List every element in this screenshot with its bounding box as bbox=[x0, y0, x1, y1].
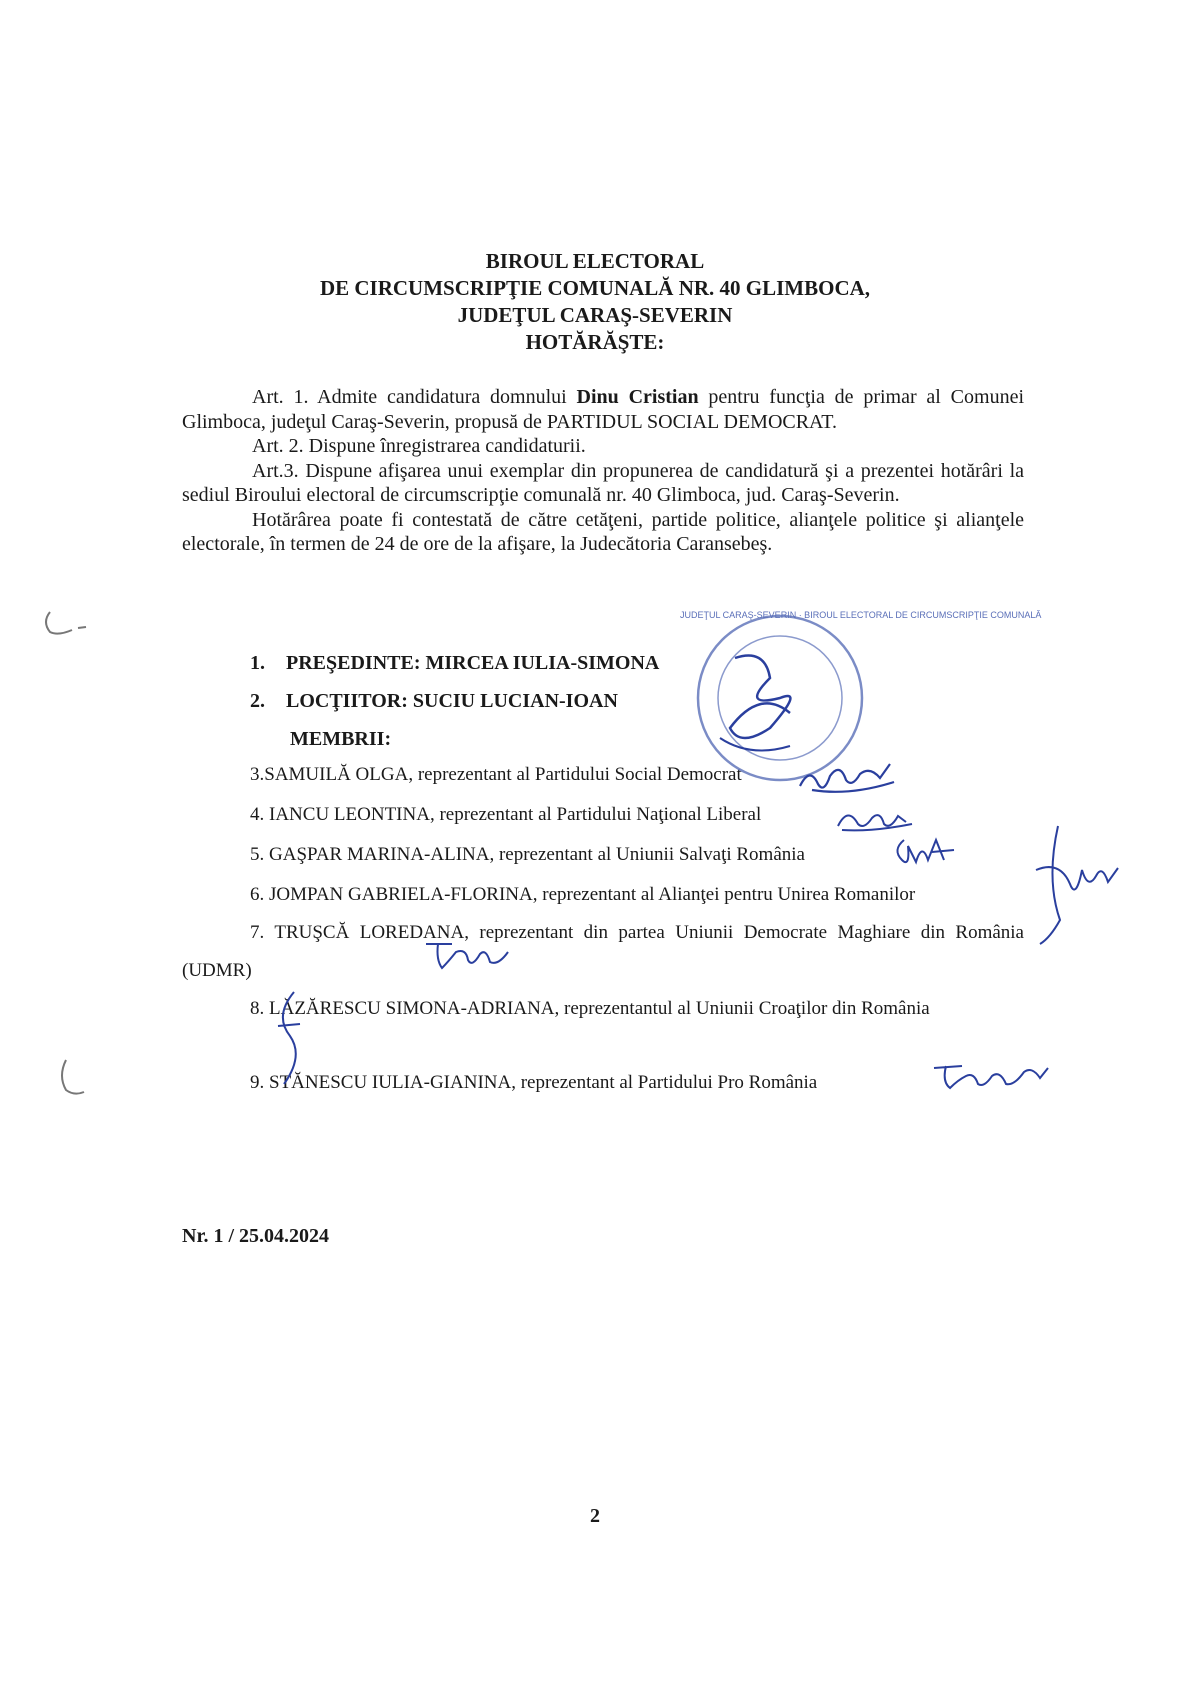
page-number: 2 bbox=[590, 1505, 600, 1527]
article-1: Art. 1. Admite candidatura domnului Dinu Cristian pentru funcţia de primar al Comunei Glimboca, judeţul Caraş-Severin, propusă de PARTIDUL SOCIAL DEMOCRAT. bbox=[182, 386, 1025, 433]
punch-mark-icon bbox=[38, 608, 88, 638]
official-stamp-icon bbox=[680, 610, 1042, 778]
president-line: 1. PREŞEDINTE: MIRCEA IULIA-SIMONA bbox=[250, 652, 660, 674]
decision-body bbox=[182, 385, 1024, 557]
signature-icon bbox=[270, 986, 310, 1090]
document-header bbox=[0, 248, 1190, 356]
contest-clause: Hotărârea poate fi contestată de către cetăţeni, partide politice, alianţele politice şi alianţele electorale, în termen de 24 de ore de la afişare, la Judecătoria Caransebeş. bbox=[182, 508, 1024, 555]
header-line-3: JUDEŢUL CARAŞ-SEVERIN bbox=[457, 303, 733, 327]
members-label: MEMBRII: bbox=[290, 728, 392, 750]
article-3: Art.3. Dispune afişarea unui exemplar din propunerea de candidatură şi a prezentei hotărâri la sediul Biroului electoral de circumscripţie comunală nr. 40 Glimboca, jud. Caraş-Severin. bbox=[182, 459, 1024, 506]
document-number: Nr. 1 / 25.04.2024 bbox=[182, 1225, 330, 1247]
header-line-2: DE CIRCUMSCRIPŢIE COMUNALĂ NR. 40 GLIMBOCA, bbox=[319, 276, 871, 300]
member-5: 5. GAŞPAR MARINA-ALINA, reprezentant al Uniunii Salvaţi România bbox=[250, 844, 805, 865]
member-7: 7. TRUŞCĂ LOREDANA, reprezentant din partea Uniunii Democrate Maghiare din România (UDMR) bbox=[182, 922, 1024, 981]
member-3: 3.SAMUILĂ OLGA, reprezentant al Partidului Social Democrat bbox=[250, 764, 742, 785]
deputy-name: LOCŢIITOR: SUCIU LUCIAN-IOAN bbox=[286, 690, 618, 712]
president-name: PREŞEDINTE: MIRCEA IULIA-SIMONA bbox=[286, 652, 660, 674]
punch-mark-icon bbox=[56, 1058, 96, 1098]
signature-icon bbox=[1030, 820, 1140, 950]
signature-icon bbox=[790, 756, 910, 800]
article-2: Art. 2. Dispune înregistrarea candidaturii. bbox=[252, 435, 586, 457]
signature-icon bbox=[422, 938, 522, 974]
header-line-4: HOTĂRĂŞTE: bbox=[525, 330, 665, 354]
member-4: 4. IANCU LEONTINA, reprezentant al Partidului Naţional Liberal bbox=[250, 804, 762, 825]
svg-text:JUDEŢUL CARAŞ-SEVERIN · BIROUL: JUDEŢUL CARAŞ-SEVERIN · BIROUL ELECTORAL DE CIRCUMSCRIPŢIE COMUNALĂ bbox=[680, 610, 1042, 620]
member-9: 9. STĂNESCU IULIA-GIANINA, reprezentant al Partidului Pro România bbox=[250, 1072, 818, 1093]
signature-icon bbox=[928, 1058, 1058, 1094]
signature-icon bbox=[832, 800, 922, 834]
candidate-name: Dinu Cristian bbox=[576, 386, 699, 408]
header-line-1: BIROUL ELECTORAL bbox=[485, 249, 705, 273]
signature-icon bbox=[888, 832, 968, 872]
member-8: 8. LĂZĂRESCU SIMONA-ADRIANA, reprezentantul al Uniunii Croaţilor din România bbox=[250, 998, 930, 1019]
member-6: 6. JOMPAN GABRIELA-FLORINA, reprezentant al Alianţei pentru Unirea Romanilor bbox=[250, 884, 916, 905]
deputy-line: 2. LOCŢIITOR: SUCIU LUCIAN-IOAN bbox=[250, 690, 618, 712]
